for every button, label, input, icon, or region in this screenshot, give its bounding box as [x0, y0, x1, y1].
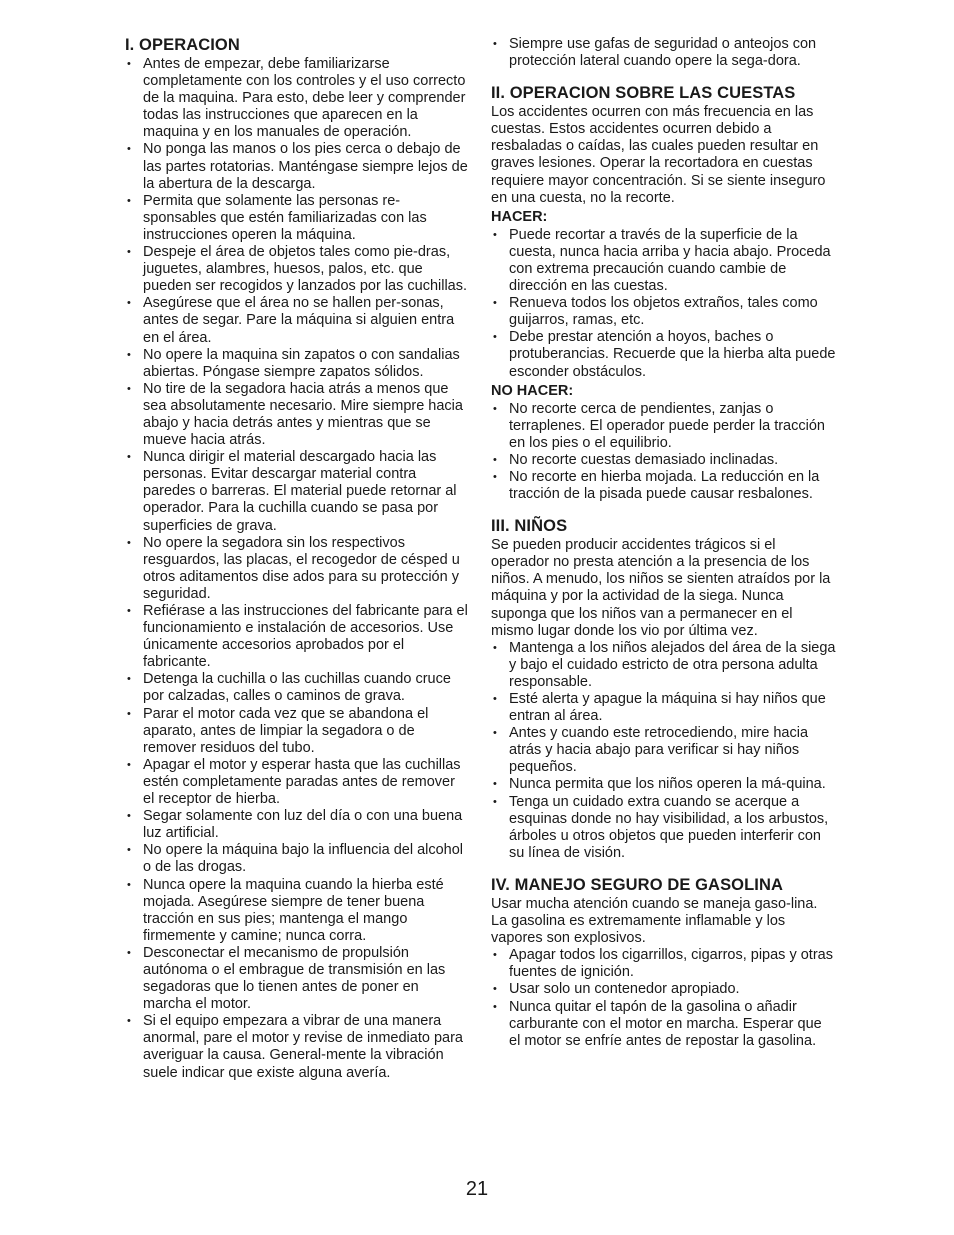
list-item: • No recorte en hierba mojada. La reducción en la tracción de la pisada puede causar resbalones. [491, 469, 836, 503]
list-item: • No opere la segadora sin los respectivos resguardos, las placas, el recogedor de césped u otros aditamentos dise ados para su protección y seguridad. [125, 535, 470, 603]
list-item: • No ponga las manos o los pies cerca o debajo de las partes rotatorias. Manténgase siempre lejos de la abertura de la descarga. [125, 141, 470, 192]
no-hacer-heading: NO HACER: [491, 382, 574, 399]
page-number: 21 [465, 1178, 489, 1200]
list-item: • Antes y cuando este retrocediendo, mire hacia atrás y hacia abajo para verificar si hay niños pequeños. [491, 725, 836, 776]
list-item: • Nunca quitar el tapón de la gasolina o añadir carburante con el motor en marcha. Esperar que el motor se enfríe antes de repostar la gasolina. [491, 999, 836, 1050]
list-item: • Antes de empezar, debe familiarizarse completamente con los controles y el uso correcto de la maquina. Para esto, debe leer y comprender todas las instrucciones que aparecen en la maquina y en los manuales de operación. [125, 56, 470, 141]
operacion-list [125, 56, 470, 1082]
list-item: • Tenga un cuidado extra cuando se acerque a esquinas donde no hay visibilidad, a los arbustos, árboles u otros objetos que pueden interferir con su línea de visión. [491, 794, 836, 862]
list-item: • Permita que solamente las personas re-sponsables que estén familiarizadas con las instrucciones operen la máquina. [125, 193, 470, 244]
list-item: • Desconectar el mecanismo de propulsión autónoma o el embrague de transmisión en las segadoras que lo tienen antes de poner en marcha el motor. [125, 945, 470, 1013]
list-item: • Renueva todos los objetos extraños, tales como guijarros, ramas, etc. [491, 295, 836, 329]
list-item: • Apagar todos los cigarrillos, cigarros, pipas y otras fuentes de ignición. [491, 947, 836, 981]
section-heading-ninos: III. NIÑOS [491, 517, 568, 536]
list-item: • Si el equipo empezara a vibrar de una manera anormal, pare el motor y revise de inmediato para averiguar la causa. General-mente la vibración suele indicar que existe alguna avería. [125, 1013, 470, 1081]
list-item: • Parar el motor cada vez que se abandona el aparato, antes de limpiar la segadora o de remover residuos del tubo. [125, 706, 470, 757]
list-item: • No recorte cerca de pendientes, zanjas o terraplenes. El operador puede perder la tracción en los pies o el equilibrio. [491, 401, 836, 452]
list-item: • Nunca opere la maquina cuando la hierba esté mojada. Asegúrese siempre de tener buena tracción en sus pies; mantenga el mango firmemente y camine; nunca corra. [125, 877, 470, 945]
ninos-list [491, 640, 836, 862]
list-item: • No recorte cuestas demasiado inclinadas. [491, 452, 836, 469]
hacer-heading: HACER: [491, 208, 548, 225]
gasolina-list [491, 947, 836, 1050]
list-item: • Apagar el motor y esperar hasta que las cuchillas estén completamente paradas antes de remover el receptor de hierba. [125, 757, 470, 808]
list-item: • No tire de la segadora hacia atrás a menos que sea absolutamente necesario. Mire siempre hacia abajo y hacia detrás antes y mientras que se mueve hacia atrás. [125, 381, 470, 449]
list-item: • No opere la máquina bajo la influencia del alcohol o de las drogas. [125, 842, 470, 876]
list-item: • Refiérase a las instrucciones del fabricante para el funcionamiento e instalación de accesorios. Use únicamente accesorios aprobados por el fabricante. [125, 603, 470, 671]
list-item: • No opere la maquina sin zapatos o con sandalias abiertas. Póngase siempre zapatos sólidos. [125, 347, 470, 381]
gasolina-intro: Usar mucha atención cuando se maneja gaso-lina. La gasolina es extremamente inflamable y los vapores son explosivos. [491, 895, 818, 947]
cuestas-intro: Los accidentes ocurren con más frecuencia en las cuestas. Estos accidentes ocurren debido a resbaladas o caídas, las cuales pueden resultar en graves lesiones. Operar la recortadora en cuestas requiere mayor concentración. Si se siente inseguro en una cuesta, no la recorte. [491, 104, 826, 206]
list-item: • Despeje el área de objetos tales como pie-dras, juguetes, alambres, huesos, palos, etc. que pueden ser recogidos y lanzados por las cuchillas. [125, 244, 470, 295]
no-hacer-list [491, 401, 836, 504]
section-heading-cuestas: II. OPERACION SOBRE LAS CUESTAS [491, 84, 796, 103]
list-item: • Detenga la cuchilla o las cuchillas cuando cruce por calzadas, calles o caminos de grava. [125, 671, 470, 705]
left-column [125, 36, 470, 1082]
list-item: • Nunca permita que los niños operen la má-quina. [491, 776, 836, 793]
list-item: • Nunca dirigir el material descargado hacia las personas. Evitar descargar material contra paredes o barreras. El material puede retornar al operador. Para la cuchilla cuando se pasa por superficies de grava. [125, 449, 470, 534]
list-item: • Esté alerta y apague la máquina si hay niños que entran al área. [491, 691, 836, 725]
operacion-list-continued [491, 36, 836, 70]
right-column [491, 36, 836, 1050]
list-item: • Debe prestar atención a hoyos, baches o protuberancias. Recuerde que la hierba alta puede esconder obstáculos. [491, 329, 836, 380]
list-item: • Siempre use gafas de seguridad o anteojos con protección lateral cuando opere la sega-dora. [491, 36, 836, 70]
list-item: • Asegúrese que el área no se hallen per-sonas, antes de segar. Pare la máquina si alguien entra en el área. [125, 295, 470, 346]
ninos-intro: Se pueden producir accidentes trágicos si el operador no presta atención a la presencia de los niños. A menudo, los niños se sienten atraídos por la máquina y por la actividad de la siega. Nunca suponga que los niños van a permanecer en el mismo lugar donde los vio por última vez. [491, 537, 831, 639]
section-heading-operacion: I. OPERACION [125, 36, 240, 54]
list-item: • Puede recortar a través de la superficie de la cuesta, nunca hacia arriba y hacia abajo. Proceda con extrema precaución cuando cambie de dirección en las cuestas. [491, 227, 836, 295]
list-item: • Usar solo un contenedor apropiado. [491, 981, 836, 998]
hacer-list [491, 227, 836, 381]
list-item: • Segar solamente con luz del día o con una buena luz artificial. [125, 808, 470, 842]
list-item: • Mantenga a los niños alejados del área de la siega y bajo el cuidado estricto de otra persona adulta responsable. [491, 640, 836, 691]
section-heading-gasolina: IV. MANEJO SEGURO DE GASOLINA [491, 875, 784, 894]
